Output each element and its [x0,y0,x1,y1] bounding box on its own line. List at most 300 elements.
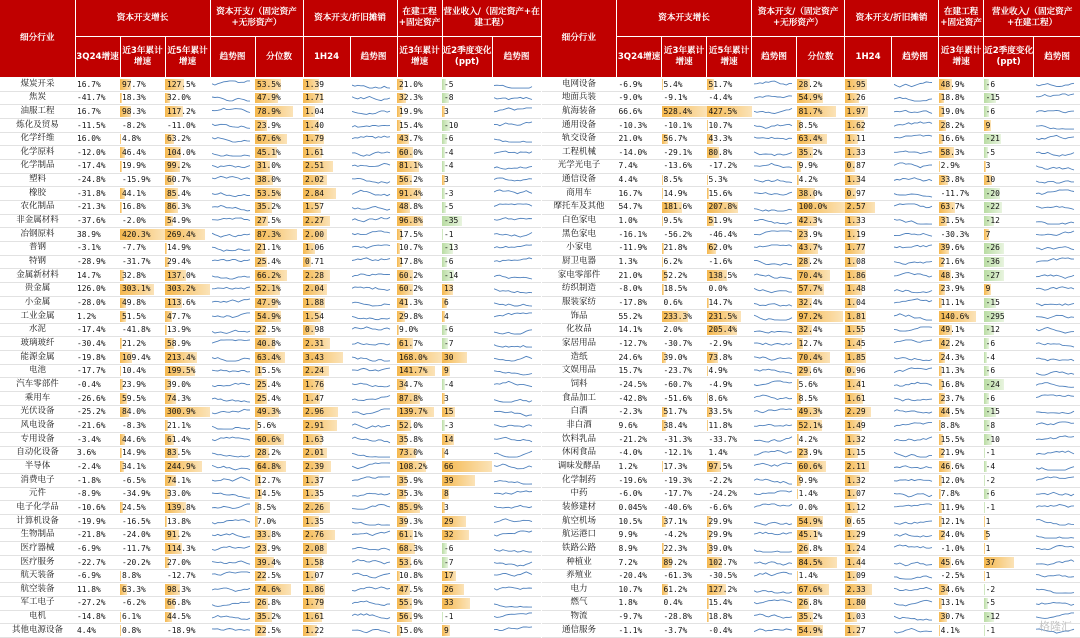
trend-sparkline [210,392,255,406]
growth-3y: -19.3% [662,474,707,488]
table-row [0,214,541,228]
industry-name: 电力 [542,583,617,597]
change-2q: 33 [442,596,492,610]
growth-5y: 66.8% [165,596,210,610]
percentile: 25.4% [255,392,303,406]
ratio-1h24: 1.07 [303,569,350,583]
growth-3q24: -1.8% [75,474,120,488]
table-row [542,78,1080,92]
trend-sparkline [892,596,939,610]
growth-3q24: -4.0% [617,446,662,460]
growth-3y: 61.2% [662,583,707,597]
percentile: 12.7% [255,474,303,488]
construction-3y: 168.0% [397,351,442,365]
percentile: 23.9% [255,118,303,132]
ratio-1h24: 2.84 [303,187,350,201]
growth-5y: 60.7% [165,173,210,187]
growth-3q24: -19.8% [75,351,120,365]
growth-3y: 51.7% [662,405,707,419]
percentile: 22.5% [255,569,303,583]
trend-sparkline [350,187,397,201]
growth-5y: 97.5% [707,460,752,474]
industry-name: 电池 [0,364,75,378]
construction-3y: 61.1% [397,528,442,542]
table-row [0,269,541,283]
industry-name: 化学纤维 [0,132,75,146]
industry-name: 白酒 [542,405,617,419]
industry-name: 化学原料 [0,146,75,160]
trend-sparkline [1034,392,1080,406]
growth-3y: 44.1% [120,187,165,201]
change-2q: -6 [442,323,492,337]
trend-sparkline [1034,351,1080,365]
percentile: 8.5% [797,392,845,406]
change-2q: -5 [984,596,1034,610]
growth-3y: 17.3% [662,460,707,474]
industry-name: 通信设备 [542,173,617,187]
ratio-1h24: 2.91 [303,419,350,433]
industry-name: 炼化及贸易 [0,118,75,132]
growth-3q24: 16.7% [617,187,662,201]
ratio-1h24: 1.77 [845,241,892,255]
trend-sparkline [1034,187,1080,201]
trend-sparkline [1034,214,1080,228]
growth-5y: 51.9% [707,214,752,228]
table-row [0,487,541,501]
percentile: 78.9% [255,105,303,119]
growth-3q24: 9.9% [617,528,662,542]
growth-3y: 14.9% [120,446,165,460]
change-2q: -20 [984,187,1034,201]
construction-3y: 9.0% [397,323,442,337]
growth-3q24: -31.8% [75,187,120,201]
construction-3y: 85.9% [397,501,442,515]
trend-sparkline [210,296,255,310]
table-row [542,460,1080,474]
growth-5y: 47.7% [165,310,210,324]
growth-3q24: -6.9% [617,78,662,92]
ratio-1h24: 2.57 [845,200,892,214]
table-row [0,337,541,351]
industry-name: 化学制药 [542,474,617,488]
ratio-1h24: 1.27 [845,624,892,638]
trend-sparkline [752,351,797,365]
construction-3y: 60.2% [397,282,442,296]
growth-3q24: -17.8% [617,296,662,310]
industry-name: 军工电子 [0,596,75,610]
construction-3y: 18.8% [939,91,984,105]
growth-3q24: -27.2% [75,596,120,610]
revenue-ratio-header: 营业收入/（固定资产+在建工程） [984,0,1080,37]
ratio-1h24: 2.28 [303,269,350,283]
industry-name: 工程机械 [542,146,617,160]
ratio-1h24: 1.26 [845,91,892,105]
trend-sparkline [210,132,255,146]
trend-sparkline [210,228,255,242]
percentile: 54.9% [255,310,303,324]
ratio-1h24: 1.47 [303,392,350,406]
change-2q: -6 [442,542,492,556]
table-row [0,610,541,624]
industry-name: 油服工程 [0,105,75,119]
growth-3y: -12.1% [662,446,707,460]
construction-3y: 34.6% [939,583,984,597]
table-row [542,214,1080,228]
industry-name: 轨交设备 [542,132,617,146]
table-row [0,515,541,529]
trend-sparkline [752,378,797,392]
change-2q: -15 [984,405,1034,419]
growth-3y: 89.2% [662,555,707,569]
table-row [0,542,541,556]
growth-5y: 29.9% [707,528,752,542]
construction-3y: 48.8% [397,200,442,214]
percentile: 52.1% [797,419,845,433]
trend-sparkline [350,405,397,419]
trend-sparkline [210,323,255,337]
construction-3y: 140.6% [939,310,984,324]
growth-3q24: 21.0% [617,269,662,283]
trend-sparkline [752,282,797,296]
industry-name: 航海装备 [542,105,617,119]
capex-growth-header: 资本开支增长 [75,0,210,37]
trend-sparkline [492,255,541,269]
growth-5y: 99.2% [165,159,210,173]
trend-sparkline [892,173,939,187]
trend-sparkline [350,555,397,569]
growth-5y: 244.9% [165,460,210,474]
growth-3y: 18.5% [662,282,707,296]
trend-sparkline [210,583,255,597]
industry-name: 橡胶 [0,187,75,201]
col-2q-change: 近2季度变化(ppt) [442,37,492,78]
col-trend: 趋势图 [892,37,939,78]
construction-3y: 43.7% [397,132,442,146]
industry-name: 地面兵装 [542,91,617,105]
percentile: 1.4% [797,487,845,501]
growth-3y: -8.3% [120,419,165,433]
trend-sparkline [492,501,541,515]
trend-sparkline [492,569,541,583]
industry-name: 化学制品 [0,159,75,173]
ratio-1h24: 1.11 [845,132,892,146]
industry-name: 养殖业 [542,569,617,583]
col-5y-growth: 近5年累计增速 [707,37,752,78]
table-row [0,392,541,406]
table-row [0,105,541,119]
growth-3y: 19.9% [120,159,165,173]
percentile: 66.2% [255,269,303,283]
table-row [0,296,541,310]
change-2q: 7 [984,228,1034,242]
percentile: 1.4% [797,569,845,583]
trend-sparkline [1034,146,1080,160]
industry-name: 白色家电 [542,214,617,228]
trend-sparkline [752,583,797,597]
percentile: 54.9% [797,515,845,529]
change-2q: 30 [442,351,492,365]
percentile: 47.9% [255,91,303,105]
percentile: 52.1% [255,282,303,296]
change-2q: -15 [984,91,1034,105]
trend-sparkline [210,105,255,119]
percentile: 53.5% [255,187,303,201]
construction-3y: 23.7% [939,392,984,406]
growth-3q24: -19.6% [617,474,662,488]
construction-3y: 42.2% [939,337,984,351]
growth-3y: -24.0% [120,528,165,542]
table-row [542,419,1080,433]
col-1h24: 1H24 [303,37,350,78]
ratio-1h24: 2.51 [303,159,350,173]
ratio-1h24: 2.31 [303,337,350,351]
trend-sparkline [350,214,397,228]
ratio-1h24: 1.06 [303,241,350,255]
growth-3y: -11.7% [120,542,165,556]
trend-sparkline [752,460,797,474]
growth-5y: 102.7% [707,555,752,569]
trend-sparkline [350,351,397,365]
ratio-1h24: 1.97 [845,105,892,119]
trend-sparkline [492,392,541,406]
table-row [542,105,1080,119]
construction-3y: 56.9% [397,610,442,624]
percentile: 33.8% [255,528,303,542]
trend-sparkline [492,132,541,146]
table-row [542,91,1080,105]
trend-sparkline [892,392,939,406]
col-cons-3y: 近3年累计增速 [397,37,442,78]
trend-sparkline [1034,378,1080,392]
trend-sparkline [1034,555,1080,569]
ratio-1h24: 1.33 [845,214,892,228]
trend-sparkline [1034,255,1080,269]
trend-sparkline [492,159,541,173]
table-row [542,364,1080,378]
trend-sparkline [892,200,939,214]
construction-3y: 16.6% [939,132,984,146]
growth-5y: -17.2% [707,159,752,173]
trend-sparkline [350,610,397,624]
trend-sparkline [892,146,939,160]
trend-sparkline [492,364,541,378]
growth-5y: 32.0% [165,91,210,105]
change-2q: 3 [442,501,492,515]
ratio-1h24: 1.88 [303,296,350,310]
construction-3y: -30.3% [939,228,984,242]
growth-3q24: -10.6% [75,501,120,515]
percentile: 23.9% [255,542,303,556]
construction-3y: 10.7% [397,241,442,255]
table-row [542,173,1080,187]
trend-sparkline [892,542,939,556]
growth-3q24: 7.2% [617,555,662,569]
trend-sparkline [350,310,397,324]
trend-sparkline [1034,364,1080,378]
ratio-1h24: 1.49 [845,419,892,433]
growth-3q24: 4.4% [617,173,662,187]
trend-sparkline [752,624,797,638]
trend-sparkline [350,173,397,187]
percentile: 87.3% [255,228,303,242]
growth-5y: 4.9% [707,364,752,378]
growth-5y: -12.7% [165,569,210,583]
trend-sparkline [210,378,255,392]
col-trend: 趋势图 [210,37,255,78]
percentile: 26.8% [797,542,845,556]
trend-sparkline [492,282,541,296]
trend-sparkline [210,351,255,365]
industry-name: 计算机设备 [0,515,75,529]
trend-sparkline [892,323,939,337]
industry-name: 半导体 [0,460,75,474]
trend-sparkline [492,405,541,419]
table-row [0,378,541,392]
growth-5y: 137.0% [165,269,210,283]
trend-sparkline [1034,323,1080,337]
growth-3q24: 38.9% [75,228,120,242]
trend-sparkline [892,282,939,296]
trend-sparkline [892,91,939,105]
construction-3y: 68.3% [397,542,442,556]
change-2q: 32 [442,528,492,542]
growth-5y: 98.3% [165,583,210,597]
growth-5y: 91.2% [165,528,210,542]
trend-sparkline [210,118,255,132]
table-row [542,269,1080,283]
industry-name: 种植业 [542,555,617,569]
growth-3y: -30.7% [662,337,707,351]
percentile: 5.6% [255,419,303,433]
industry-name: 电机 [0,610,75,624]
table-row [542,241,1080,255]
col-trend: 趋势图 [492,37,541,78]
ratio-1h24: 1.95 [845,78,892,92]
growth-3q24: -11.5% [75,118,120,132]
construction-3y: 11.1% [939,296,984,310]
construction-3y: -11.7% [939,187,984,201]
revenue-ratio-header: 营业收入/（固定资产+在建工程） [442,0,541,37]
industry-name: 普钢 [0,241,75,255]
change-2q: -6 [984,105,1034,119]
growth-5y: 73.8% [707,351,752,365]
change-2q: 9 [984,282,1034,296]
trend-sparkline [1034,269,1080,283]
growth-3q24: -20.4% [617,569,662,583]
trend-sparkline [1034,596,1080,610]
construction-3y: 96.8% [397,214,442,228]
growth-3y: -28.8% [662,610,707,624]
growth-3y: -6.2% [120,596,165,610]
table-row [542,569,1080,583]
ratio-1h24: 1.35 [303,487,350,501]
ratio-1h24: 1.79 [303,596,350,610]
ratio-1h24: 1.44 [845,555,892,569]
col-trend: 趋势图 [1034,37,1080,78]
table-row [542,351,1080,365]
trend-sparkline [752,596,797,610]
table-row [542,282,1080,296]
ratio-1h24: 1.86 [845,269,892,283]
trend-sparkline [752,296,797,310]
percentile: 54.9% [797,624,845,638]
trend-sparkline [892,555,939,569]
ratio-1h24: 1.62 [845,118,892,132]
construction-3y: 48.3% [939,269,984,283]
growth-5y: 18.8% [707,610,752,624]
growth-3y: 181.6% [662,200,707,214]
percentile: 27.5% [255,214,303,228]
growth-3q24: 11.8% [75,583,120,597]
growth-3y: 5.4% [662,78,707,92]
table-row [542,542,1080,556]
industry-name: 农化制品 [0,200,75,214]
col-percentile: 分位数 [797,37,845,78]
industry-name: 专用设备 [0,433,75,447]
construction-3y: 139.7% [397,405,442,419]
trend-sparkline [1034,474,1080,488]
construction-3y: 10.8% [397,569,442,583]
percentile: 63.4% [255,351,303,365]
table-row [0,419,541,433]
trend-sparkline [350,296,397,310]
change-2q: 14 [442,433,492,447]
trend-sparkline [210,200,255,214]
change-2q: -5 [442,78,492,92]
growth-5y: 139.8% [165,501,210,515]
ratio-1h24: 2.04 [303,282,350,296]
percentile: 54.9% [797,91,845,105]
change-2q: -8 [984,419,1034,433]
construction-3y: 15.0% [397,624,442,638]
trend-sparkline [210,460,255,474]
trend-sparkline [210,474,255,488]
ratio-1h24: 1.37 [303,474,350,488]
change-2q: -3 [442,187,492,201]
ratio-1h24: 1.12 [845,501,892,515]
construction-3y: 73.0% [397,446,442,460]
construction-3y: -2.5% [939,569,984,583]
ratio-1h24: 1.32 [845,433,892,447]
table-row [0,501,541,515]
trend-sparkline [752,187,797,201]
trend-sparkline [210,173,255,187]
growth-5y: 213.4% [165,351,210,365]
capex-growth-header: 资本开支增长 [617,0,752,37]
percentile: 35.2% [255,610,303,624]
table-row [542,624,1080,638]
trend-sparkline [1034,337,1080,351]
construction-3y: 48.9% [939,78,984,92]
change-2q: 3 [442,173,492,187]
growth-3y: 46.4% [120,146,165,160]
change-2q: -10 [442,118,492,132]
growth-3q24: -28.9% [75,255,120,269]
construction-3y: 108.2% [397,460,442,474]
trend-sparkline [210,364,255,378]
trend-sparkline [752,474,797,488]
growth-3y: 16.8% [120,200,165,214]
trend-sparkline [752,501,797,515]
trend-sparkline [492,583,541,597]
change-2q: -35 [442,214,492,228]
growth-3y: 98.3% [120,105,165,119]
change-2q: -295 [984,310,1034,324]
growth-3q24: -8.0% [617,282,662,296]
table-row [0,310,541,324]
ratio-1h24: 1.41 [845,378,892,392]
growth-3q24: -21.2% [617,433,662,447]
